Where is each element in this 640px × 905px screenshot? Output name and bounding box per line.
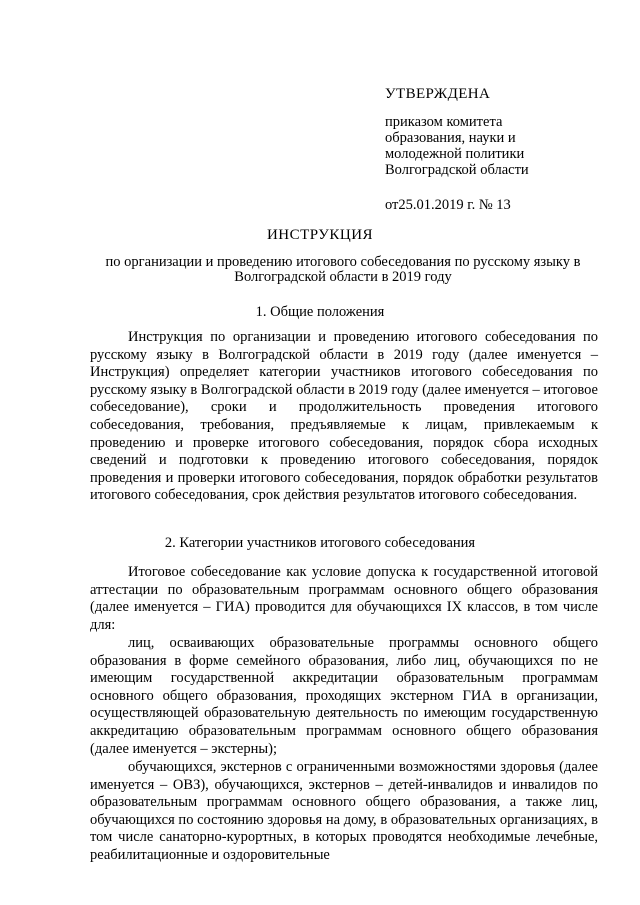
section-2-heading: 2. Категории участников итогового собеседования [164, 535, 476, 551]
approval-line: приказом комитета [385, 114, 503, 130]
approval-line: Волгоградской области [385, 162, 529, 178]
section-2-item-ovz: обучающихся, экстернов с ограниченными возможностями здоровья (далее именуется – ОВЗ), обучающихся, экстернов – детей-инвалидов и инвалидов по образовательным программам основного общего образования, а также лиц, обучающихся по состоянию здоровья на дому, в образовательных организациях, в том числе санаторно-курортных, в которых проводятся необходимые лечебные, реабилитационные и оздоровительные [90, 759, 598, 863]
approval-order-date: от25.01.2019 г. № 13 [385, 197, 511, 213]
approval-stamp-block [385, 86, 615, 213]
approval-line: молодежной политики [385, 146, 525, 162]
document-subtitle: по организации и проведению итогового собеседования по русскому языку в Волгоградской области в 2019 году [105, 254, 581, 285]
section-2-intro: Итоговое собеседование как условие допуска к государственной итоговой аттестации по образовательным программам основного общего образования (далее именуется – ГИА) проводится для обучающихся IX классов, в том числе для: [90, 564, 598, 633]
approval-line: образования, науки и [385, 130, 516, 146]
section-1-paragraph: Инструкция по организации и проведению итогового собеседования по русскому языку в Волгоградской области в 2019 году (далее именуется – Инструкция) определяет категории участников итогового собеседования по русскому языку в Волгоградской области в 2019 году (далее именуется – итоговое собеседование), сроки и продолжительность проведения итогового собеседования, требования, предъявляемые к лицам, привлекаемым к проведению и проверке итогового собеседования, порядок сбора исходных сведений и подготовки к проведению итогового собеседования, порядок проведения и проверки итогового собеседования, порядок обработки результатов итогового собеседования, срок действия результатов итогового собеседования. [90, 329, 598, 504]
approval-title: УТВЕРЖДЕНА [385, 86, 491, 102]
document-title: ИНСТРУКЦИЯ [266, 227, 374, 243]
section-2-item-externs: лиц, осваивающих образовательные программы основного общего образования в форме семейного образования, либо лиц, обучающихся по не имеющим государственной аккредитации образовательным программам основного общего образования, проходящих экстерном ГИА в организации, осуществляющей образовательную деятельность по имеющим государственную аккредитацию образовательным программам основного общего образования (далее именуется – экстерны); [90, 635, 598, 757]
section-1-heading: 1. Общие положения [255, 304, 385, 320]
